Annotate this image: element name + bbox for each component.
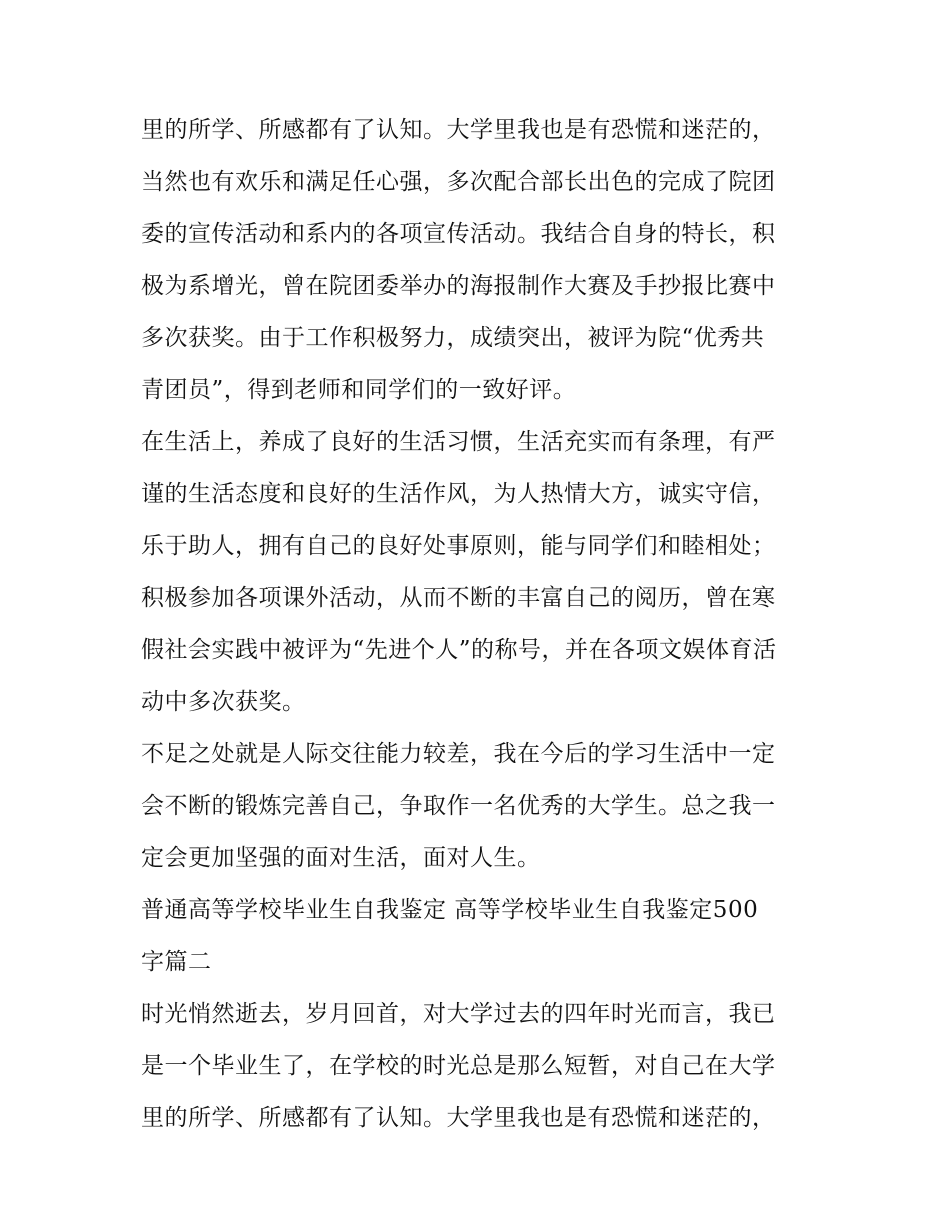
text-line: 极为系增光，曾在院团委举办的海报制作大赛及手抄报比赛中 [141,273,776,299]
text-line: 会不断的锻炼完善自己，争取作一名优秀的大学生。总之我一 [141,793,776,819]
text-line: 是一个毕业生了，在学校的时光总是那么短暂，对自己在大学 [141,1053,776,1079]
text-line: 委的宣传活动和系内的各项宣传活动。我结合自身的特长，积 [141,221,776,247]
section-heading-line: 普通高等学校毕业生自我鉴定 高等学校毕业生自我鉴定500 [141,897,759,923]
text-line: 不足之处就是人际交往能力较差，我在今后的学习生活中一定 [141,741,776,767]
text-line: 积极参加各项课外活动，从而不断的丰富自己的阅历，曾在寒 [141,585,776,611]
text-line: 里的所学、所感都有了认知。大学里我也是有恐慌和迷茫的， [141,1105,776,1131]
text-line: 里的所学、所感都有了认知。大学里我也是有恐慌和迷茫的， [141,117,776,143]
text-line: 当然也有欢乐和满足任心强，多次配合部长出色的完成了院团 [141,169,776,195]
section-heading-line: 字篇二 [141,949,212,975]
text-line: 动中多次获奖。 [141,689,306,715]
text-line: 青团员”，得到老师和同学们的一致好评。 [141,377,577,403]
text-line: 乐于助人，拥有自己的良好处事原则，能与同学们和睦相处； [141,533,776,559]
text-line: 假社会实践中被评为“先进个人”的称号，并在各项文娱体育活 [141,637,777,663]
text-line: 定会更加坚强的面对生活，面对人生。 [141,845,541,871]
document-body [141,104,813,1144]
text-line: 在生活上，养成了良好的生活习惯，生活充实而有条理，有严 [141,429,776,455]
text-line: 时光悄然逝去，岁月回首，对大学过去的四年时光而言，我已 [141,1001,776,1027]
text-line: 谨的生活态度和良好的生活作风，为人热情大方，诚实守信， [141,481,776,507]
text-line: 多次获奖。由于工作积极努力，成绩突出，被评为院“优秀共 [141,325,765,351]
